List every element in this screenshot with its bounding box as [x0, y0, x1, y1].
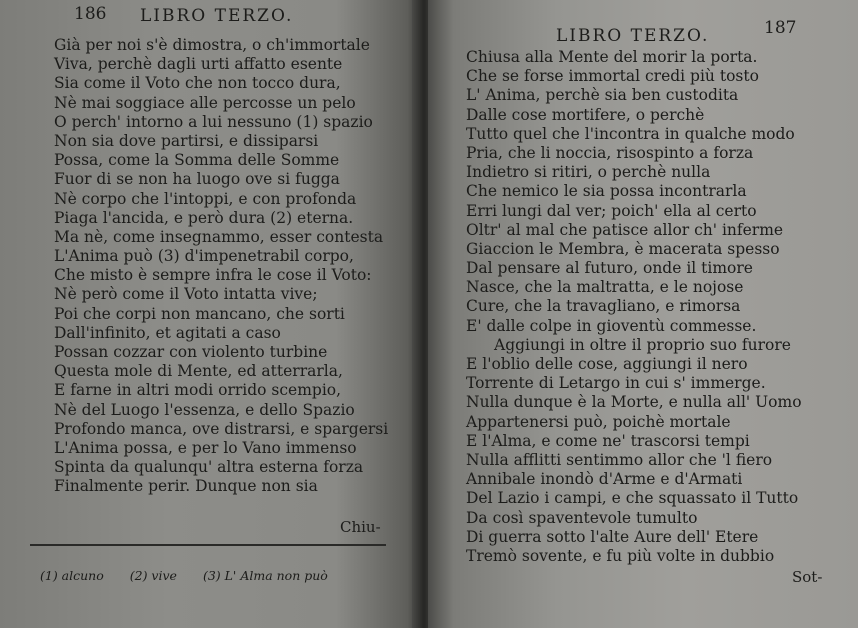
text-line: Chiusa alla Mente del morir la porta.: [466, 48, 758, 66]
right-catchword: Sot-: [792, 568, 823, 586]
left-running-head: LIBRO TERZO.: [140, 6, 294, 26]
text-line: Dal pensare al futuro, onde il timore: [466, 259, 753, 278]
text-line: Appartenersi può, poichè mortale: [466, 412, 731, 431]
right-page-number: 187: [764, 18, 797, 38]
text-line: Spinta da qualunqu' altra esterna forza: [54, 458, 364, 477]
text-line: E l'Alma, e come ne' trascorsi tempi: [466, 431, 750, 450]
text-line: Nulla dunque è la Morte, e nulla all' Uomo: [466, 393, 802, 412]
text-line: Nè del Luogo l'essenza, e dello Spazio: [54, 400, 355, 419]
text-line: Fuor di se non ha luogo ove si fugga: [54, 170, 340, 189]
text-line: E farne in altri modi orrido scempio,: [54, 381, 342, 400]
text-line: Possa, come la Somma delle Somme: [54, 151, 340, 170]
left-page: [0, 0, 420, 628]
text-line: Possan cozzar con violento turbine: [54, 343, 328, 361]
text-line: Nè però come il Voto intatta vive;: [54, 285, 318, 304]
text-line: Pria, che li noccia, risospinto a forza: [466, 143, 754, 162]
text-line: Torrente di Letargo in cui s' immerge.: [466, 374, 766, 393]
text-line: Cure, che la travagliano, e rimorsa: [466, 297, 741, 316]
footnotes: [40, 568, 350, 583]
text-line: E' dalle colpe in gioventù commesse.: [466, 316, 757, 335]
text-line: Giaccion le Membra, è macerata spesso: [466, 239, 780, 258]
text-line: Che se forse immortal credi più tosto: [466, 67, 759, 86]
right-text-block: [466, 48, 802, 566]
text-line: O perch' intorno a lui nessuno (1) spazio: [54, 112, 373, 131]
text-line: Dalle cose mortifere, o perchè: [466, 105, 705, 124]
text-line: Nasce, che la maltratta, e le nojose: [466, 278, 744, 297]
text-line: Non sia dove partirsi, e dissiparsi: [54, 131, 319, 150]
text-line: Profondo manca, ove distrarsi, e spargersi: [54, 419, 389, 438]
text-line: Indietro si ritiri, o perchè nulla: [466, 163, 711, 182]
text-line: Da così spaventevole tumulto: [466, 508, 698, 527]
footnote-2: (2) vive: [129, 568, 177, 583]
right-running-head: LIBRO TERZO.: [556, 26, 710, 46]
footnote-3: (3) L' Alma non può: [202, 568, 328, 583]
text-line: Finalmente perir. Dunque non sia: [54, 477, 318, 496]
text-line: Viva, perchè dagli urti affatto esente: [54, 55, 343, 74]
text-line: L'Anima può (3) d'impenetrabil corpo,: [54, 247, 354, 266]
footnote-rule: [30, 544, 386, 546]
text-line: Ma nè, come insegnammo, esser contesta: [54, 227, 384, 246]
text-line: Di guerra sotto l'alte Aure dell' Etere: [466, 527, 759, 546]
text-line: Aggiungi in oltre il proprio suo furore: [494, 335, 791, 354]
text-line: L' Anima, perchè sia ben custodita: [466, 86, 739, 105]
text-line: Che nemico le sia possa incontrarla: [466, 182, 747, 201]
text-line: Piaga l'ancida, e però dura (2) eterna.: [54, 208, 354, 227]
text-line: Nè mai soggiace alle percosse un pelo: [54, 93, 356, 112]
text-line: E l'oblio delle cose, aggiungi il nero: [466, 355, 748, 373]
text-line: Erri lungi dal ver; poich' ella al certo: [466, 201, 757, 220]
text-line: Nè corpo che l'intoppi, e con profonda: [54, 189, 357, 208]
footnote-1: (1) alcuno: [40, 568, 104, 583]
text-line: Nulla afflitti sentimmo allor che 'l fiero: [466, 450, 773, 469]
text-line: Poi che corpi non mancano, che sorti: [54, 304, 345, 323]
text-line: Questa mole di Mente, ed atterrarla,: [54, 362, 343, 381]
right-page: [428, 0, 858, 628]
text-line: Del Lazio i campi, e che squassato il Tutto: [466, 489, 799, 508]
text-line: Sia come il Voto che non tocco dura,: [54, 74, 341, 93]
text-line: L'Anima possa, e per lo Vano immenso: [54, 438, 357, 457]
text-line: Che misto è sempre infra le cose il Voto:: [54, 266, 372, 285]
text-line: Annibale inondò d'Arme e d'Armati: [466, 470, 743, 489]
text-line: Tremò sovente, e fu più volte in dubbio: [466, 546, 775, 565]
left-catchword: Chiu-: [340, 518, 381, 536]
left-page-number: 186: [74, 4, 107, 24]
text-line: Oltr' al mal che patisce allor ch' inferme: [466, 220, 784, 239]
text-line: Dall'infinito, et agitati a caso: [54, 323, 281, 342]
text-line: Tutto quel che l'incontra in qualche modo: [466, 124, 795, 143]
left-text-block: [54, 36, 388, 497]
text-line: Già per noi s'è dimostra, o ch'immortale: [54, 36, 370, 54]
